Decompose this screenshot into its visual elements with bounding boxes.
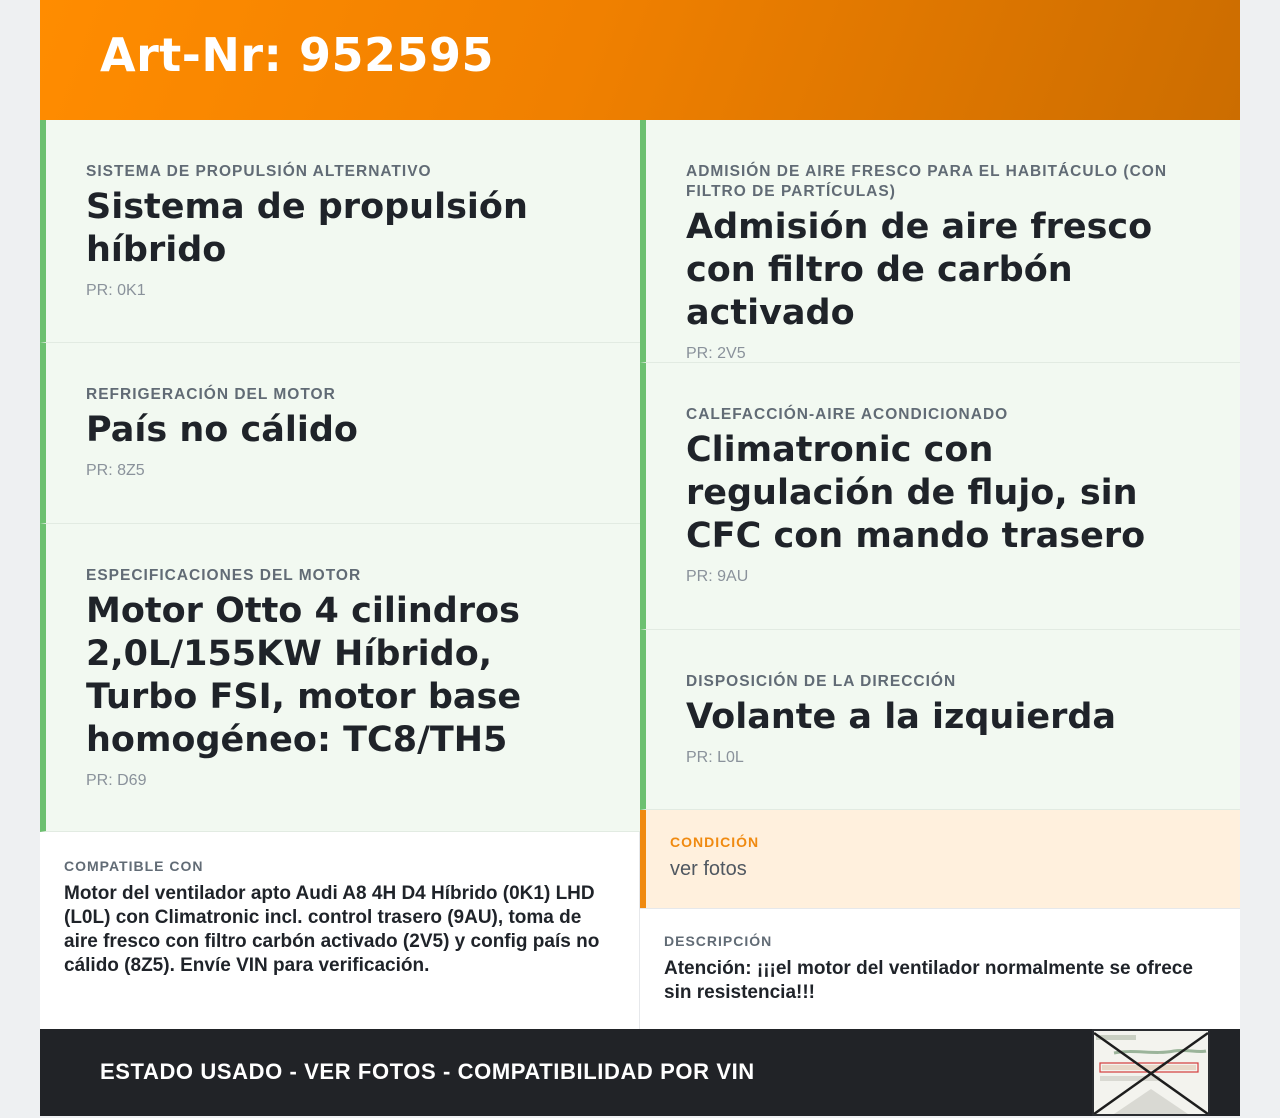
- spec-label: DISPOSICIÓN DE LA DIRECCIÓN: [686, 673, 957, 690]
- spec-label: CALEFACCIÓN-AIRE ACONDICIONADO: [686, 406, 1009, 423]
- section-divider: [640, 908, 1240, 909]
- description-label: DESCRIPCIÓN: [664, 933, 773, 949]
- compatible-label: COMPATIBLE CON: [64, 858, 204, 874]
- part-photo-thumbnail[interactable]: [1092, 1029, 1210, 1116]
- spec-card-engine: [40, 524, 640, 832]
- pr-code: PR: L0L: [686, 749, 744, 766]
- spec-label: REFRIGERACIÓN DEL MOTOR: [86, 386, 336, 403]
- spec-value: Climatronic con regulación de flujo, sin CFC con mando trasero: [686, 430, 1146, 556]
- article-sheet: [40, 0, 1240, 1116]
- pr-code: PR: 9AU: [686, 568, 749, 585]
- condition-box: [640, 810, 1240, 908]
- compatible-section: [40, 858, 639, 978]
- condition-label: CONDICIÓN: [670, 834, 760, 850]
- spec-value: Sistema de propulsión híbrido: [86, 187, 528, 270]
- pr-code: PR: 8Z5: [86, 462, 145, 479]
- spec-value: País no cálido: [86, 410, 358, 450]
- compatible-text: Motor del ventilador apto Audi A8 4H D4 Híbrido (0K1) LHD (L0L) con Climatronic incl. control trasero (9AU), toma de aire fresco con filtro carbón activado (2V5) y config país no cálido (8Z5). Envíe VIN para verificación.: [64, 883, 600, 976]
- spec-value: Volante a la izquierda: [686, 697, 1117, 737]
- spec-value: Admisión de aire fresco con filtro de carbón activado: [686, 207, 1153, 333]
- footer-bar: [40, 1029, 1240, 1116]
- spec-card-steering: [640, 630, 1240, 810]
- spec-label: ADMISIÓN DE AIRE FRESCO PARA EL HABITÁCULO (CON FILTRO DE PARTÍCULAS): [686, 163, 1168, 200]
- description-text: Atención: ¡¡¡el motor del ventilador normalmente se ofrece sin resistencia!!!: [664, 958, 1193, 1003]
- spec-label: ESPECIFICACIONES DEL MOTOR: [86, 567, 362, 584]
- article-number-title: Art-Nr: 952595: [100, 28, 495, 82]
- spec-card-propulsion: [40, 120, 640, 343]
- description-section: [640, 933, 1240, 1005]
- footer-text: ESTADO USADO - VER FOTOS - COMPATIBILIDAD POR VIN: [100, 1059, 755, 1084]
- pr-code: PR: 0K1: [86, 282, 146, 299]
- spec-card-engine-cooling: [40, 343, 640, 524]
- spec-value: Motor Otto 4 cilindros 2,0L/155KW Híbrido, Turbo FSI, motor base homogéneo: TC8/TH5: [86, 591, 522, 760]
- pr-code: PR: D69: [86, 772, 147, 789]
- spec-label: SISTEMA DE PROPULSIÓN ALTERNATIVO: [86, 163, 432, 180]
- pr-code: PR: 2V5: [686, 345, 746, 362]
- envelope-photo-icon: [1094, 1031, 1208, 1114]
- condition-text: ver fotos: [670, 858, 747, 880]
- spec-card-climate: [640, 363, 1240, 630]
- header-banner: [40, 0, 1240, 120]
- spec-card-fresh-air: [640, 120, 1240, 363]
